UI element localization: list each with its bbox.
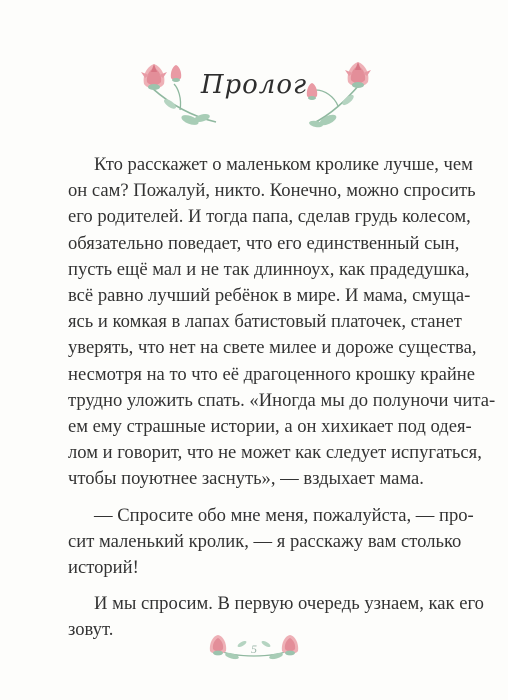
- text-line: лом и говорит, что не может как следует испугаться,: [68, 442, 482, 464]
- text-line: чтобы поуютнее заснуть», — вздыхает мама.: [68, 468, 424, 490]
- paragraph: [68, 503, 474, 582]
- paragraph: [68, 152, 496, 493]
- text-line: ем ему страшные истории, а он хихикает под одея-: [68, 416, 472, 438]
- text-line: он сам? Пожалуй, никто. Конечно, можно спросить: [68, 180, 476, 202]
- text-line: Кто расскажет о маленьком кролике лучше, чем: [94, 154, 473, 175]
- text-line: уверять, что нет на свете милее и дороже существа,: [68, 337, 477, 359]
- paragraph-spacer: [68, 581, 456, 591]
- text-line: его родителей. И тогда папа, сделав грудь колесом,: [68, 206, 471, 228]
- text-line: пусть ещё мал и не так длинноух, как прадедушка,: [68, 258, 470, 280]
- chapter-header: [0, 58, 508, 138]
- text-line: историй!: [68, 557, 139, 579]
- page-footer: [198, 628, 310, 668]
- text-line: обязательно поведает, что его единственный сын,: [68, 232, 460, 254]
- text-line: всё равно лучший ребёнок в мире. И мама, смуща-: [68, 285, 471, 307]
- text-line: несмотря на то что её драгоценного крошку крайне: [68, 363, 475, 385]
- text-line: ясь и комкая в лапах батистовый платочек, станет: [68, 311, 462, 333]
- flower-ornament-right-icon: [298, 60, 374, 134]
- text-line: зовут.: [68, 619, 114, 641]
- text-line: трудно уложить спать. «Иногда мы до полуночи чита-: [68, 389, 496, 411]
- prologue-text: [68, 152, 496, 644]
- text-line: сит маленький кролик, — я расскажу вам столько: [68, 530, 462, 552]
- chapter-title: Пролог: [200, 70, 308, 100]
- text-line: — Спросите обо мне меня, пожалуйста, — про-: [94, 504, 474, 526]
- page-number: 5: [251, 642, 257, 656]
- text-line: И мы спросим. В первую очередь узнаем, как его: [94, 593, 484, 615]
- paragraph-spacer: [68, 493, 456, 503]
